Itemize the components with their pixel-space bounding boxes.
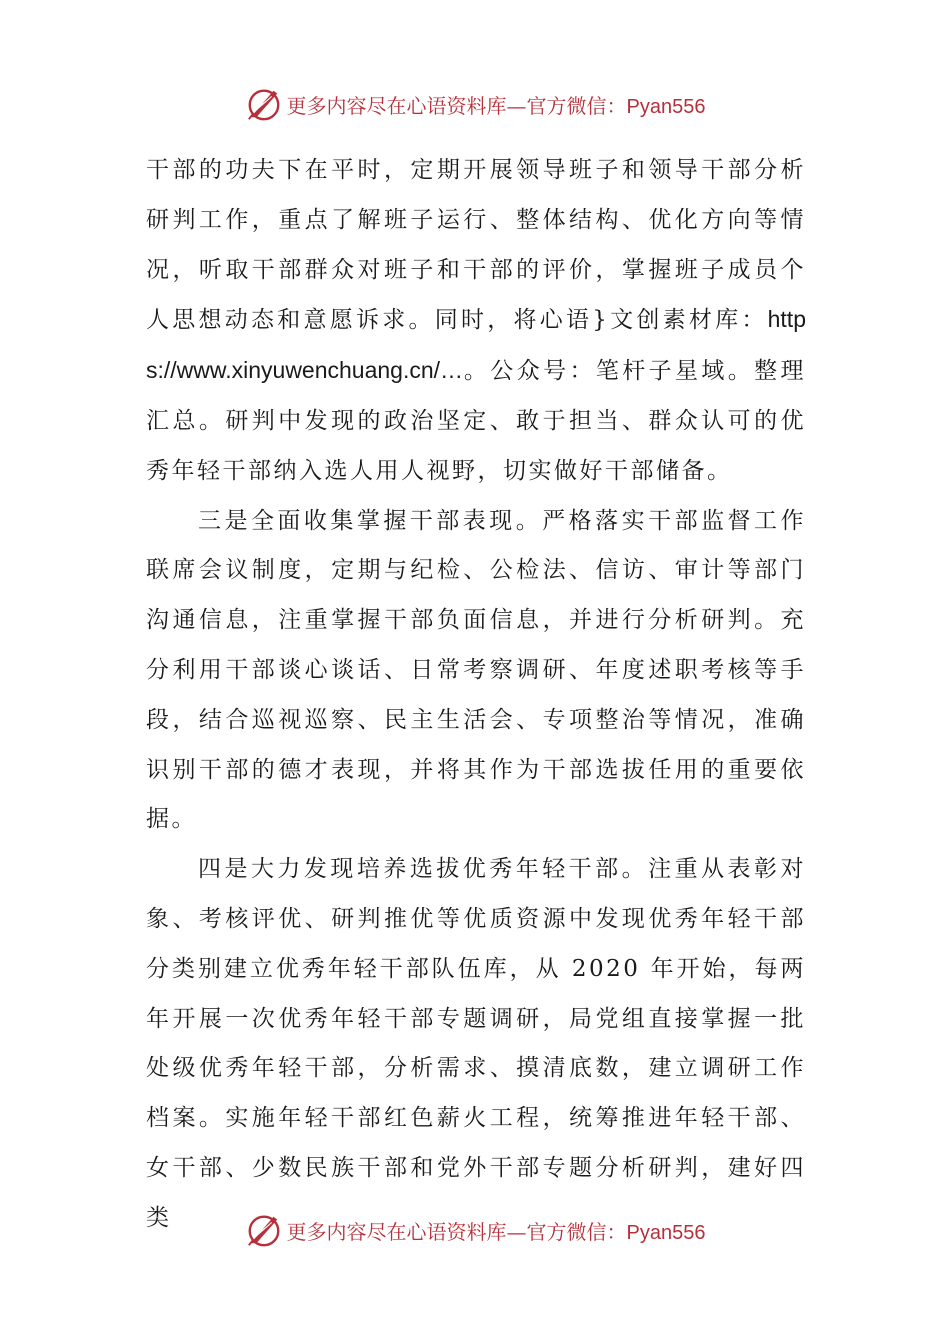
banner-label: 更多内容尽在心语资料库—官方微信： [286,93,627,118]
paragraph-1-text-b: 。公众号：笔杆子星域。整理汇总。研判中发现的政治坚定、敢于担当、群众认可的优秀年轻干部纳入选人用人视野，切实做好干部储备。 [146,358,806,484]
paragraph-3: 四是大力发现培养选拔优秀年轻干部。注重从表彰对象、考核评优、研判推优等优质资源中发现优秀年轻干部分类别建立优秀年轻干部队伍库，从 2020 年开始，每两年开展一次优秀年轻干部专题调研，局党组直接掌握一批处级优秀年轻干部，分析需求、摸清底数，建立调研工作档案。实施年轻干部红色薪火工程，统筹推进年轻干部、女干部、少数民族干部和党外干部专题分析研判，建好四类 [146,856,806,1231]
quill-pen-logo-icon [245,85,283,123]
banner-label: 更多内容尽在心语资料库—官方微信： [286,1219,627,1244]
footer-banner [0,1210,950,1250]
resource-url: https://www.xinyuwenchuang.cn/… [146,306,806,384]
paragraph-1 [146,146,806,497]
banner-wechat-id: Pyan556 [626,1221,706,1244]
paragraph-1-text-a: 干部的功夫下在平时，定期开展领导班子和领导干部分析研判工作，重点了解班子运行、整体结构、优化方向等情况，听取干部群众对班子和干部的评价，掌握班子成员个人思想动态和意愿诉求。同时，将心语}文创素材库： [146,157,806,334]
paragraph-2: 三是全面收集掌握干部表现。严格落实干部监督工作联席会议制度，定期与纪检、公检法、信访、审计等部门沟通信息，注重掌握干部负面信息，并进行分析研判。充分利用干部谈心谈话、日常考察调研、年度述职考核等手段，结合巡视巡察、民主生活会、专项整治等情况，准确识别干部的德才表现，并将其作为干部选拔任用的重要依据。 [146,507,806,833]
banner-text [287,1216,706,1245]
banner-text [287,90,706,119]
header-banner [0,84,950,124]
banner-wechat-id: Pyan556 [626,95,706,118]
quill-pen-logo-icon [245,1211,283,1249]
document-body [146,146,806,1244]
